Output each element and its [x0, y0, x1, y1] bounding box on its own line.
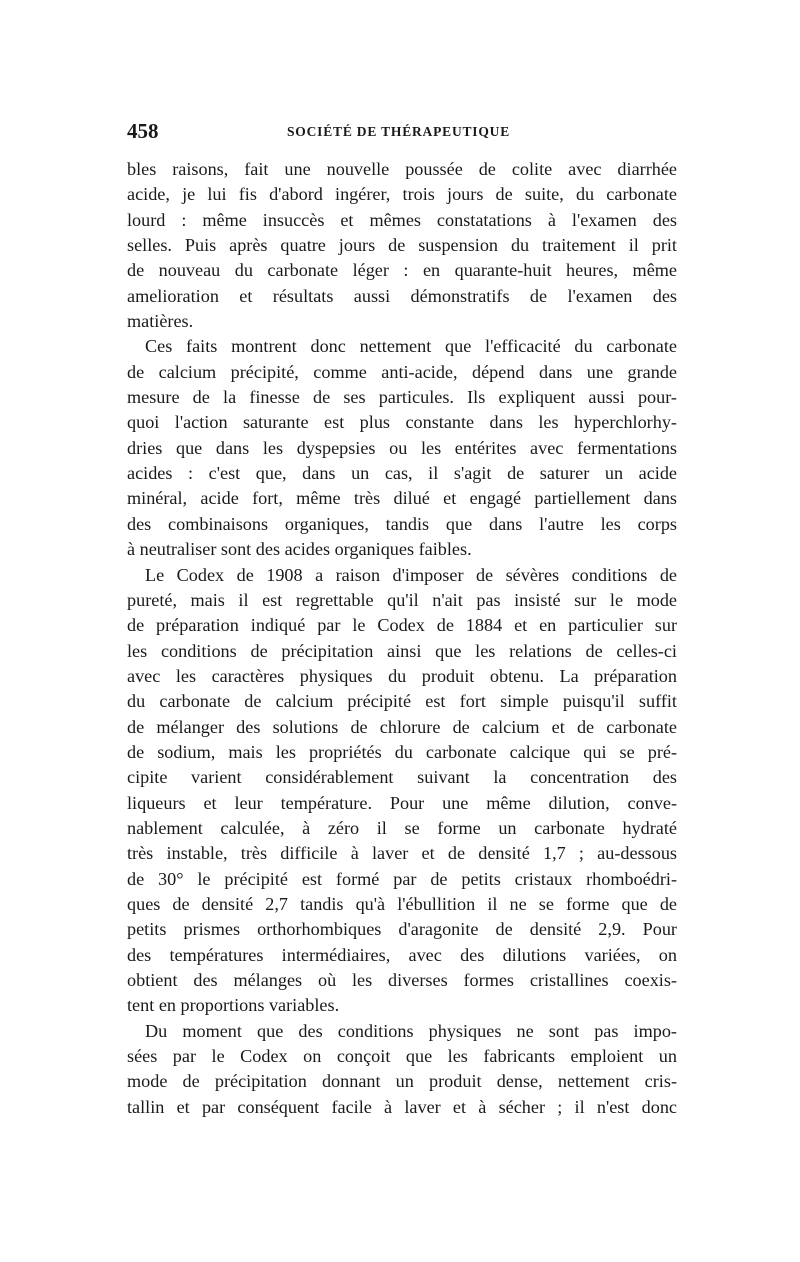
text-line: sées par le Codex on conçoit que les fabricants emploient un: [127, 1046, 677, 1067]
text-line: Ces faits montrent donc nettement que l'efficacité du carbonate: [145, 336, 677, 357]
text-line: obtient des mélanges où les diverses formes cristallines coexis-: [127, 970, 677, 990]
text-line: liqueurs et leur température. Pour une même dilution, conve-: [127, 792, 677, 813]
text-line: dries que dans les dyspepsies ou les entérites avec fermentations: [127, 437, 677, 458]
text-line: les conditions de précipitation ainsi que les relations de celles-ci: [127, 640, 677, 661]
text-line: nablement calculée, à zéro il se forme un carbonate hydraté: [127, 817, 677, 838]
text-line: lourd : même insuccès et mêmes constatations à l'examen des: [127, 209, 677, 230]
text-line: de préparation indiqué par le Codex de 1884 et en particulier sur: [127, 615, 677, 636]
text-line: cipite varient considérablement suivant la concentration des: [127, 767, 677, 788]
text-line: selles. Puis après quatre jours de suspension du traitement il prit: [127, 235, 677, 256]
text-line: Du moment que des conditions physiques ne sont pas impo-: [145, 1020, 677, 1041]
text-line: ques de densité 2,7 tandis qu'à l'ébullition il ne se forme que de: [127, 893, 677, 914]
text-line: mesure de la finesse de ses particules. Ils expliquent aussi pour-: [127, 387, 677, 408]
text-line: amelioration et résultats aussi démonstratifs de l'examen des: [127, 285, 677, 306]
page-header: [127, 118, 677, 144]
text-line: pureté, mais il est regrettable qu'il n'ait pas insisté sur le mode: [127, 589, 677, 610]
text-line: des températures intermédiaires, avec des dilutions variées, on: [127, 944, 677, 965]
text-line: matières.: [127, 311, 194, 332]
text-line: petits prismes orthorhombiques d'aragonite de densité 2,9. Pour: [127, 919, 677, 940]
text-line: tallin et par conséquent facile à laver et à sécher ; il n'est donc: [127, 1096, 677, 1117]
text-line: de 30° le précipité est formé par de petits cristaux rhomboédri-: [127, 868, 677, 889]
text-line: de nouveau du carbonate léger : en quarante-huit heures, même: [127, 260, 677, 281]
text-line: du carbonate de calcium précipité est fort simple puisqu'il suffit: [127, 691, 677, 712]
page-number: 458: [127, 119, 159, 143]
text-line: tent en proportions variables.: [127, 995, 340, 1016]
text-line: de calcium précipité, comme anti-acide, dépend dans une grande: [127, 361, 677, 382]
text-line: très instable, très difficile à laver et de densité 1,7 ; au-dessous: [127, 843, 677, 864]
text-line: acide, je lui fis d'abord ingérer, trois jours de suite, du carbonate: [127, 184, 677, 205]
text-line: de mélanger des solutions de chlorure de calcium et de carbonate: [127, 716, 677, 737]
text-line: acides : c'est que, dans un cas, il s'agit de saturer un acide: [127, 463, 677, 484]
text-line: avec les caractères physiques du produit obtenu. La préparation: [127, 665, 677, 686]
text-line: minéral, acide fort, même très dilué et engagé partiellement dans: [127, 488, 677, 509]
text-line: bles raisons, fait une nouvelle poussée de colite avec diarrhée: [127, 159, 677, 179]
text-line: mode de précipitation donnant un produit dense, nettement cris-: [127, 1071, 677, 1092]
text-line: quoi l'action saturante est plus constante dans les hyperchlorhy-: [127, 412, 677, 433]
text-line: à neutraliser sont des acides organiques faibles.: [127, 539, 472, 560]
text-line: Le Codex de 1908 a raison d'imposer de sévères conditions de: [145, 564, 677, 585]
running-head: SOCIÉTÉ DE THÉRAPEUTIQUE: [287, 124, 511, 139]
text-line: de sodium, mais les propriétés du carbonate calcique qui se pré-: [127, 741, 677, 762]
body-text: [127, 157, 677, 1120]
text-line: des combinaisons organiques, tandis que dans l'autre les corps: [127, 513, 677, 534]
